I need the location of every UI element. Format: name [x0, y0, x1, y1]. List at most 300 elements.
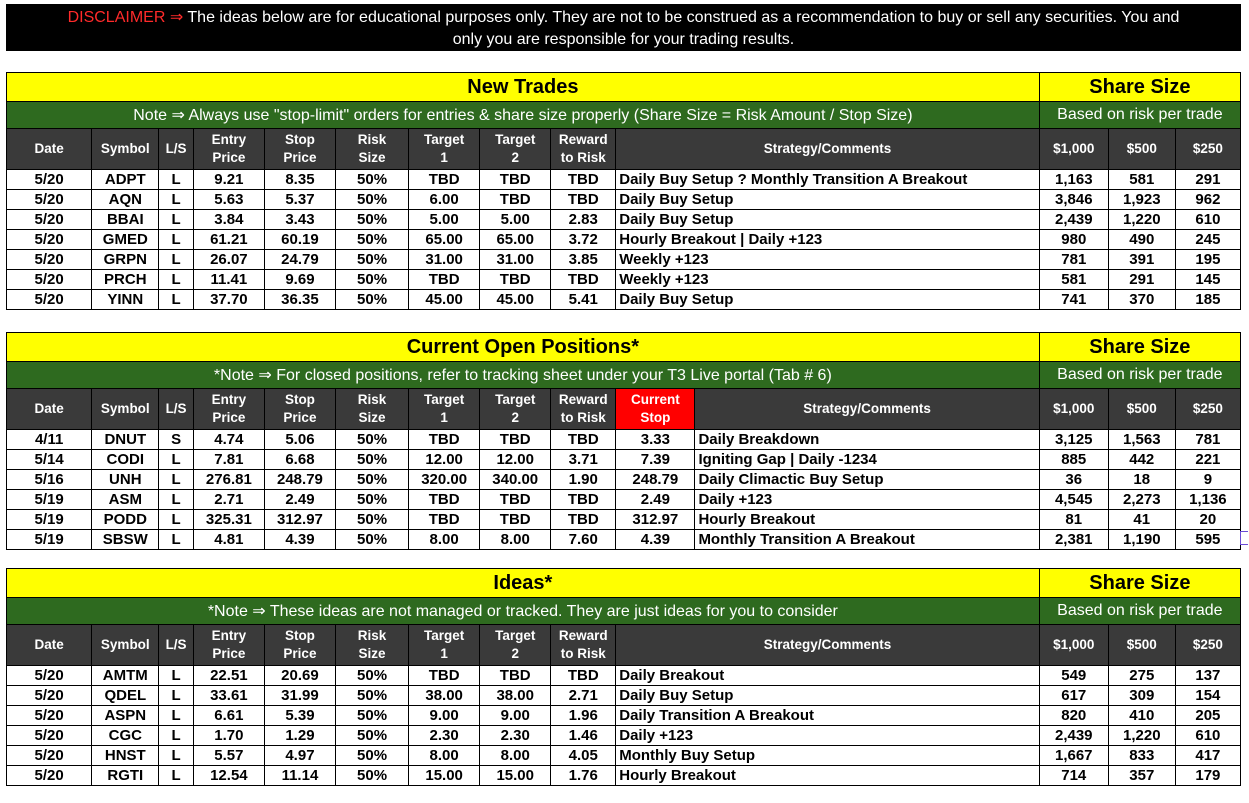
table-cell: 12.00 [409, 450, 480, 470]
col-stop-l2: Price [283, 410, 317, 425]
col-size-1000: $1,000 [1039, 625, 1108, 666]
col-stop-l2: Price [283, 150, 317, 165]
table-cell: 3.43 [264, 210, 335, 230]
table-cell: 1.70 [193, 726, 264, 746]
table-cell: TBD [480, 666, 551, 686]
table-cell: 3,125 [1039, 430, 1108, 450]
col-stop-l1: Stop [284, 628, 315, 643]
share-size-title: Share Size [1039, 569, 1240, 598]
arrow-icon: ⇒ [169, 9, 184, 26]
table-cell: 2.49 [264, 490, 335, 510]
table-cell: L [159, 270, 194, 290]
table-cell: 137 [1175, 666, 1240, 686]
table-cell: 8.00 [409, 530, 480, 550]
col-current-stop [616, 389, 695, 430]
col-target1 [409, 625, 480, 666]
col-target2-l1: Target [495, 132, 536, 147]
table-cell: YINN [92, 290, 159, 310]
table-cell: 6.00 [409, 190, 480, 210]
new-trades-section [6, 72, 1241, 310]
table-cell: 11.41 [193, 270, 264, 290]
ideas-title: Ideas* [7, 569, 1040, 598]
table-cell: 320.00 [409, 470, 480, 490]
col-risk [335, 389, 408, 430]
col-target2-l1: Target [495, 392, 536, 407]
table-cell: GRPN [92, 250, 159, 270]
table-cell: 145 [1175, 270, 1240, 290]
table-cell: 61.21 [193, 230, 264, 250]
table-cell: Hourly Breakout | Daily +123 [616, 230, 1040, 250]
table-cell: 291 [1175, 170, 1240, 190]
col-stop [264, 625, 335, 666]
table-cell: 205 [1175, 706, 1240, 726]
table-cell: TBD [551, 170, 616, 190]
col-risk-l2: Size [358, 150, 386, 165]
table-cell: TBD [551, 510, 616, 530]
table-cell: 50% [335, 530, 408, 550]
table-cell: 185 [1175, 290, 1240, 310]
col-risk-l1: Risk [357, 628, 387, 643]
col-ls: L/S [159, 389, 194, 430]
table-cell: 417 [1175, 746, 1240, 766]
table-cell: 50% [335, 746, 408, 766]
table-cell: 50% [335, 230, 408, 250]
col-target2-l2: 2 [511, 150, 519, 165]
col-size-250: $250 [1175, 625, 1240, 666]
table-cell: 980 [1039, 230, 1108, 250]
table-cell: 50% [335, 510, 408, 530]
table-cell: 50% [335, 250, 408, 270]
table-cell: 5/20 [7, 746, 92, 766]
table-cell: Hourly Breakout [616, 766, 1040, 786]
col-size-250: $250 [1175, 389, 1240, 430]
table-cell: Daily Breakdown [695, 430, 1039, 450]
table-cell: 9.69 [264, 270, 335, 290]
table-cell: 357 [1108, 766, 1175, 786]
table-cell: 5/20 [7, 190, 92, 210]
table-cell: Daily Buy Setup ? Monthly Transition A Breakout [616, 170, 1040, 190]
table-cell: TBD [480, 190, 551, 210]
table-cell: 37.70 [193, 290, 264, 310]
col-size-1000: $1,000 [1039, 389, 1108, 430]
table-cell: 248.79 [264, 470, 335, 490]
header-row [7, 389, 1241, 430]
table-cell: 1,563 [1108, 430, 1175, 450]
col-reward-l1: Reward [558, 392, 608, 407]
table-cell: 8.00 [409, 746, 480, 766]
col-reward-l2: to Risk [560, 150, 606, 165]
table-cell: 714 [1039, 766, 1108, 786]
table-cell: TBD [480, 510, 551, 530]
table-cell: Hourly Breakout [695, 510, 1039, 530]
table-cell: 4,545 [1039, 490, 1108, 510]
table-cell: RGTI [92, 766, 159, 786]
table-cell: 5/19 [7, 530, 92, 550]
table-cell: 45.00 [480, 290, 551, 310]
table-cell: 18 [1108, 470, 1175, 490]
table-cell: TBD [409, 666, 480, 686]
table-cell: 26.07 [193, 250, 264, 270]
table-cell: 8.00 [480, 746, 551, 766]
table-cell: UNH [92, 470, 159, 490]
table-cell: 179 [1175, 766, 1240, 786]
table-cell: Daily +123 [695, 490, 1039, 510]
table-cell: 50% [335, 190, 408, 210]
col-entry-l1: Entry [211, 628, 247, 643]
table-row [7, 230, 1241, 250]
table-cell: 36 [1039, 470, 1108, 490]
table-cell: 1.46 [551, 726, 616, 746]
table-cell: 4/11 [7, 430, 92, 450]
table-row [7, 290, 1241, 310]
col-risk-l1: Risk [357, 132, 387, 147]
table-cell: 5/19 [7, 510, 92, 530]
table-cell: 1.76 [551, 766, 616, 786]
table-cell: 5.63 [193, 190, 264, 210]
table-cell: 820 [1039, 706, 1108, 726]
table-cell: 2.71 [551, 686, 616, 706]
table-cell: 81 [1039, 510, 1108, 530]
table-cell: 7.39 [616, 450, 695, 470]
table-cell: 38.00 [480, 686, 551, 706]
table-row [7, 726, 1241, 746]
table-cell: 50% [335, 470, 408, 490]
table-cell: 5/20 [7, 170, 92, 190]
table-cell: 36.35 [264, 290, 335, 310]
table-cell: 5/20 [7, 686, 92, 706]
col-strategy: Strategy/Comments [616, 625, 1040, 666]
table-cell: 154 [1175, 686, 1240, 706]
table-cell: 2.83 [551, 210, 616, 230]
col-strategy: Strategy/Comments [695, 389, 1039, 430]
table-cell: 4.05 [551, 746, 616, 766]
table-cell: L [159, 746, 194, 766]
table-cell: 3.71 [551, 450, 616, 470]
table-cell: 50% [335, 666, 408, 686]
col-entry [193, 129, 264, 170]
table-cell: TBD [480, 270, 551, 290]
table-cell: 5/20 [7, 766, 92, 786]
table-cell: 2.30 [409, 726, 480, 746]
col-entry-l1: Entry [211, 392, 247, 407]
table-cell: 340.00 [480, 470, 551, 490]
table-cell: Daily Breakout [616, 666, 1040, 686]
table-cell: 6.61 [193, 706, 264, 726]
col-target1-l1: Target [424, 132, 465, 147]
table-cell: 4.74 [193, 430, 264, 450]
table-cell: 2,273 [1108, 490, 1175, 510]
table-row [7, 666, 1241, 686]
table-row [7, 706, 1241, 726]
table-cell: 50% [335, 490, 408, 510]
table-cell: CGC [92, 726, 159, 746]
table-cell: 5/20 [7, 726, 92, 746]
table-cell: 325.31 [193, 510, 264, 530]
col-target2-l2: 2 [511, 646, 519, 661]
table-cell: 5.00 [409, 210, 480, 230]
share-size-title: Share Size [1039, 73, 1240, 102]
col-entry [193, 389, 264, 430]
table-cell: 610 [1175, 726, 1240, 746]
table-row [7, 530, 1241, 550]
table-cell: 5/20 [7, 270, 92, 290]
table-cell: PODD [92, 510, 159, 530]
col-symbol: Symbol [92, 625, 159, 666]
table-cell: 50% [335, 726, 408, 746]
table-cell: 391 [1108, 250, 1175, 270]
table-row [7, 490, 1241, 510]
col-symbol: Symbol [92, 389, 159, 430]
disclaimer-label: DISCLAIMER [67, 9, 166, 26]
table-cell: 65.00 [409, 230, 480, 250]
table-cell: 1,220 [1108, 210, 1175, 230]
table-cell: 41 [1108, 510, 1175, 530]
table-row [7, 430, 1241, 450]
table-cell: 50% [335, 766, 408, 786]
new-trades-title: New Trades [7, 73, 1040, 102]
table-cell: 3.33 [616, 430, 695, 450]
table-cell: 24.79 [264, 250, 335, 270]
col-risk [335, 129, 408, 170]
col-reward-l1: Reward [558, 628, 608, 643]
col-ls: L/S [159, 625, 194, 666]
col-symbol: Symbol [92, 129, 159, 170]
disclaimer-banner [6, 4, 1241, 51]
table-cell: 245 [1175, 230, 1240, 250]
ideas-table [6, 568, 1241, 786]
open-positions-note: *Note ⇒ For closed positions, refer to tracking sheet under your T3 Live portal (Tab # 6) [7, 362, 1040, 389]
table-cell: GMED [92, 230, 159, 250]
table-cell: 833 [1108, 746, 1175, 766]
table-cell: 15.00 [409, 766, 480, 786]
table-cell: L [159, 490, 194, 510]
table-cell: Daily +123 [616, 726, 1040, 746]
table-cell: TBD [409, 430, 480, 450]
table-row [7, 746, 1241, 766]
table-cell: 312.97 [264, 510, 335, 530]
table-cell: 410 [1108, 706, 1175, 726]
table-cell: 309 [1108, 686, 1175, 706]
table-cell: 50% [335, 450, 408, 470]
table-row [7, 470, 1241, 490]
table-cell: 50% [335, 210, 408, 230]
col-reward [551, 625, 616, 666]
table-cell: 50% [335, 686, 408, 706]
table-cell: 5.39 [264, 706, 335, 726]
table-cell: 50% [335, 290, 408, 310]
table-cell: Monthly Transition A Breakout [695, 530, 1039, 550]
table-cell: 5/20 [7, 666, 92, 686]
table-row [7, 510, 1241, 530]
table-cell: L [159, 686, 194, 706]
col-risk-l2: Size [358, 646, 386, 661]
col-entry-l2: Price [212, 410, 246, 425]
open-positions-table [6, 332, 1241, 550]
table-cell: 3.85 [551, 250, 616, 270]
table-cell: 1,220 [1108, 726, 1175, 746]
table-cell: ADPT [92, 170, 159, 190]
table-cell: 617 [1039, 686, 1108, 706]
disclaimer-text-2: only you are responsible for your trading results. [452, 31, 795, 48]
col-target1 [409, 389, 480, 430]
table-cell: 5.06 [264, 430, 335, 450]
new-trades-table [6, 72, 1241, 310]
table-cell: 38.00 [409, 686, 480, 706]
table-cell: 275 [1108, 666, 1175, 686]
col-ls: L/S [159, 129, 194, 170]
table-cell: 5/16 [7, 470, 92, 490]
col-reward-l2: to Risk [560, 410, 606, 425]
table-cell: L [159, 250, 194, 270]
table-cell: 15.00 [480, 766, 551, 786]
table-cell: L [159, 210, 194, 230]
col-target2-l2: 2 [511, 410, 519, 425]
col-risk-l1: Risk [357, 392, 387, 407]
table-cell: 195 [1175, 250, 1240, 270]
table-cell: Daily Buy Setup [616, 290, 1040, 310]
table-cell: 5.57 [193, 746, 264, 766]
table-row [7, 766, 1241, 786]
table-cell: 3.84 [193, 210, 264, 230]
table-cell: TBD [551, 490, 616, 510]
table-cell: HNST [92, 746, 159, 766]
table-cell: 781 [1039, 250, 1108, 270]
table-cell: ASPN [92, 706, 159, 726]
table-cell: 248.79 [616, 470, 695, 490]
table-cell: 595 [1175, 530, 1240, 550]
table-row [7, 450, 1241, 470]
table-cell: 1.90 [551, 470, 616, 490]
header-row [7, 625, 1241, 666]
table-cell: 1,163 [1039, 170, 1108, 190]
ideas-section [6, 568, 1241, 786]
table-cell: 581 [1039, 270, 1108, 290]
table-cell: 20.69 [264, 666, 335, 686]
col-stop [264, 389, 335, 430]
table-cell: 50% [335, 170, 408, 190]
table-cell: 9.00 [480, 706, 551, 726]
cell-selection-marker-icon [1240, 531, 1248, 545]
table-cell: 1.96 [551, 706, 616, 726]
table-cell: 312.97 [616, 510, 695, 530]
table-row [7, 170, 1241, 190]
col-target1-l1: Target [424, 628, 465, 643]
table-row [7, 190, 1241, 210]
table-cell: 8.00 [480, 530, 551, 550]
table-row [7, 250, 1241, 270]
table-cell: 12.54 [193, 766, 264, 786]
table-cell: Igniting Gap | Daily -1234 [695, 450, 1039, 470]
col-date: Date [7, 625, 92, 666]
table-cell: L [159, 470, 194, 490]
table-cell: 741 [1039, 290, 1108, 310]
table-cell: 5/19 [7, 490, 92, 510]
table-cell: L [159, 666, 194, 686]
table-cell: 5/20 [7, 250, 92, 270]
table-cell: 5/20 [7, 706, 92, 726]
open-positions-body [7, 430, 1241, 550]
table-cell: 5.00 [480, 210, 551, 230]
col-target2 [480, 389, 551, 430]
table-cell: Daily Climactic Buy Setup [695, 470, 1039, 490]
table-cell: 11.14 [264, 766, 335, 786]
table-cell: 9 [1175, 470, 1240, 490]
table-cell: TBD [551, 666, 616, 686]
table-cell: Weekly +123 [616, 250, 1040, 270]
col-target2-l1: Target [495, 628, 536, 643]
table-cell: SBSW [92, 530, 159, 550]
table-cell: AQN [92, 190, 159, 210]
table-cell: 22.51 [193, 666, 264, 686]
col-current-stop-l1: Current [630, 392, 680, 407]
table-cell: TBD [409, 510, 480, 530]
table-cell: 31.00 [480, 250, 551, 270]
table-cell: 2,381 [1039, 530, 1108, 550]
table-cell: 50% [335, 706, 408, 726]
table-cell: L [159, 170, 194, 190]
table-cell: TBD [409, 170, 480, 190]
table-cell: TBD [409, 270, 480, 290]
table-cell: 7.81 [193, 450, 264, 470]
header-row [7, 129, 1241, 170]
col-target1-l2: 1 [440, 646, 448, 661]
table-cell: 4.39 [616, 530, 695, 550]
col-size-500: $500 [1108, 129, 1175, 170]
table-cell: 5/14 [7, 450, 92, 470]
table-cell: Monthly Buy Setup [616, 746, 1040, 766]
table-cell: 65.00 [480, 230, 551, 250]
table-cell: TBD [480, 430, 551, 450]
table-cell: 490 [1108, 230, 1175, 250]
col-target1 [409, 129, 480, 170]
table-cell: TBD [551, 430, 616, 450]
table-cell: 370 [1108, 290, 1175, 310]
table-cell: 5.37 [264, 190, 335, 210]
table-row [7, 270, 1241, 290]
new-trades-body [7, 170, 1241, 310]
table-cell: L [159, 766, 194, 786]
table-cell: TBD [409, 490, 480, 510]
table-cell: L [159, 290, 194, 310]
table-cell: 2.71 [193, 490, 264, 510]
table-cell: 45.00 [409, 290, 480, 310]
col-size-500: $500 [1108, 389, 1175, 430]
table-cell: 3,846 [1039, 190, 1108, 210]
new-trades-note: Note ⇒ Always use "stop-limit" orders for entries & share size properly (Share Size = Risk Amount / Stop Size) [7, 102, 1040, 129]
table-cell: Daily Buy Setup [616, 190, 1040, 210]
table-cell: AMTM [92, 666, 159, 686]
table-cell: L [159, 706, 194, 726]
table-cell: 2,439 [1039, 726, 1108, 746]
table-cell: 5.41 [551, 290, 616, 310]
table-cell: BBAI [92, 210, 159, 230]
table-cell: 549 [1039, 666, 1108, 686]
col-stop-l1: Stop [284, 392, 315, 407]
col-strategy: Strategy/Comments [616, 129, 1040, 170]
disclaimer-text-1: The ideas below are for educational purposes only. They are not to be construed as a recommendation to buy or sell any securities. You and [187, 9, 1180, 26]
table-cell: 3.72 [551, 230, 616, 250]
col-target1-l1: Target [424, 392, 465, 407]
table-cell: 1,923 [1108, 190, 1175, 210]
table-cell: TBD [551, 190, 616, 210]
table-cell: 6.68 [264, 450, 335, 470]
col-date: Date [7, 389, 92, 430]
table-cell: TBD [480, 490, 551, 510]
table-cell: 1,136 [1175, 490, 1240, 510]
table-cell: Weekly +123 [616, 270, 1040, 290]
table-cell: TBD [551, 270, 616, 290]
col-date: Date [7, 129, 92, 170]
